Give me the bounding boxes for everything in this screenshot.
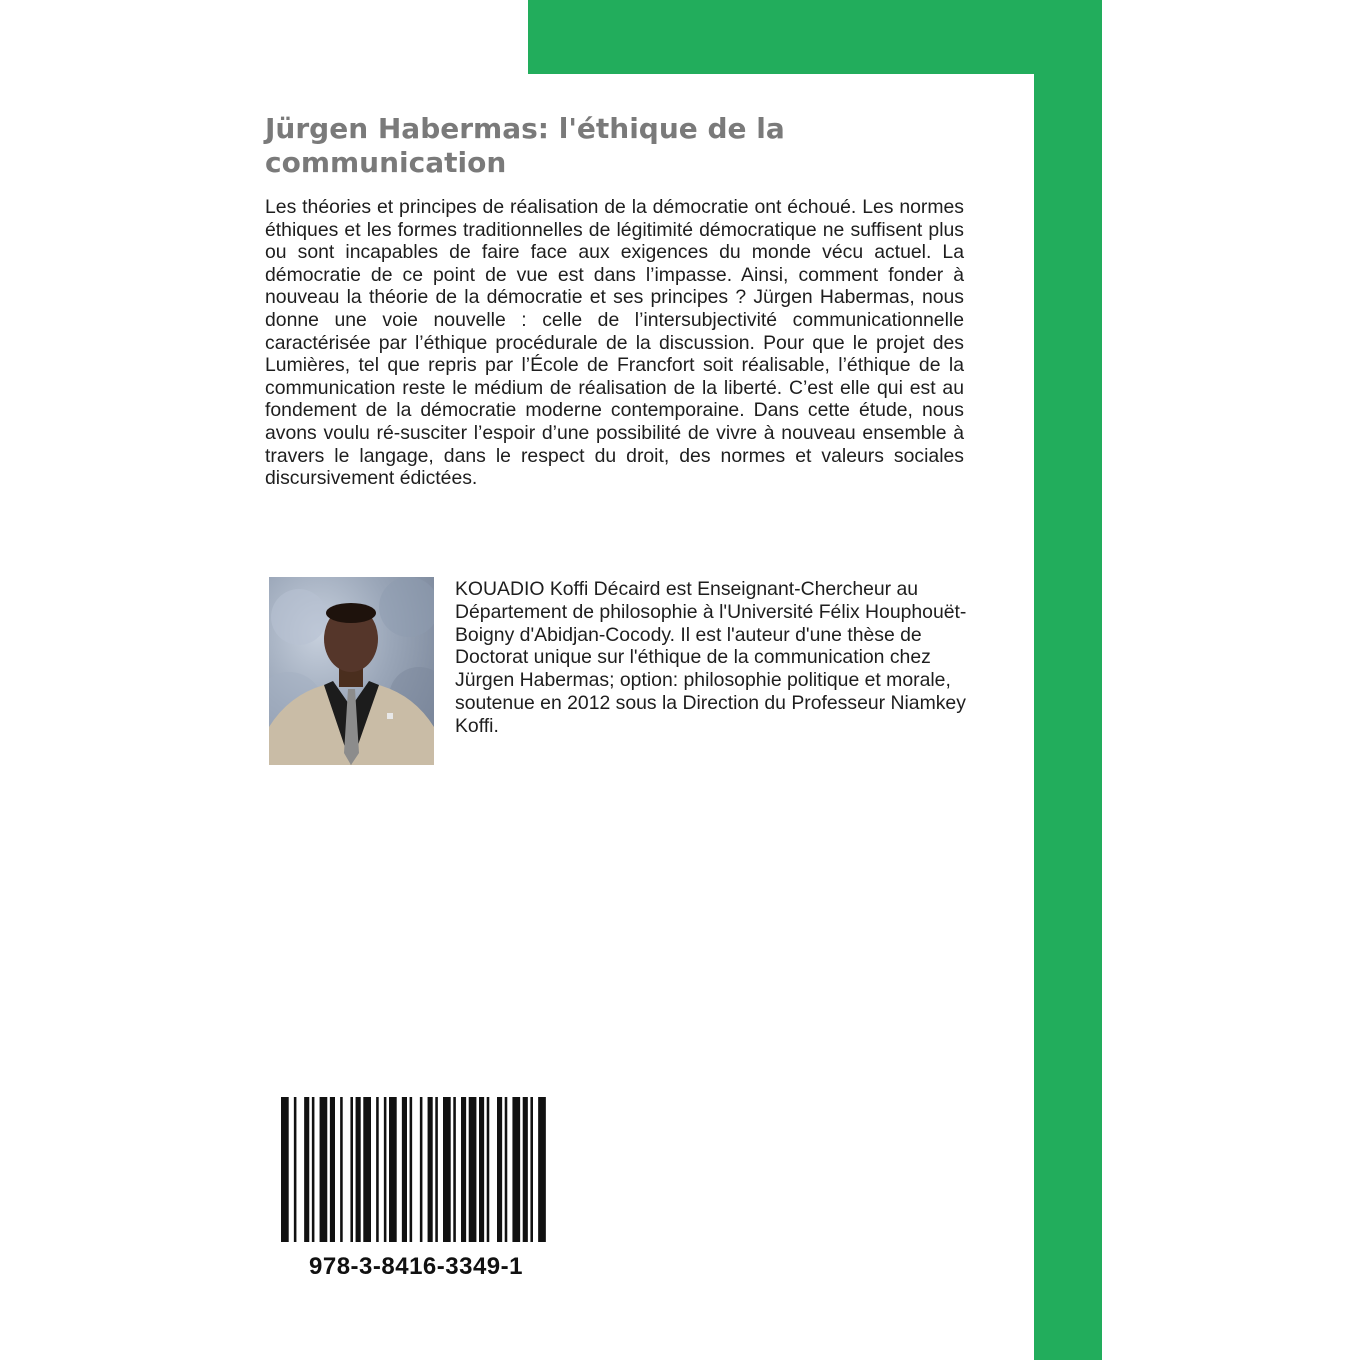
barcode-bar xyxy=(340,1097,343,1242)
book-summary: Les théories et principes de réalisation de la démocratie ont échoué. Les normes éthiques et les formes traditionnelles de légitimité démocratique ne suffisent plus ou sont incapables de faire face aux exigences du monde vécu actuel. La démocratie de ce point de vue est dans l’impasse. Ainsi, comment fonder à nouveau la théorie de la démocratie et ses principes ? Jürgen Habermas, nous donne une voie nouvelle : celle de l’intersubjectivité communicationnelle caractérisée par l’éthique procédurale de la discussion. Pour que le projet des Lumières, tel que repris par l’École de Francfort soit réalisable, l’éthique de la communication reste le médium de réalisation de la liberté. C’est elle qui est au fondement de la démocratie moderne contemporaine. Dans cette étude, nous avons voulu ré-susciter l’espoir d’une possibilité de vivre à nouveau ensemble à travers le langage, dans le respect du droit, des normes et valeurs sociales discursivement édictées. xyxy=(265,196,964,490)
barcode-bar xyxy=(453,1097,456,1242)
barcode-bar xyxy=(281,1097,289,1242)
barcode-bar xyxy=(512,1097,520,1242)
barcode-bar xyxy=(443,1097,451,1242)
author-photo xyxy=(269,577,434,765)
barcode-bar xyxy=(363,1097,371,1242)
barcode-bar xyxy=(294,1097,297,1242)
barcode-bar xyxy=(479,1097,484,1242)
author-bio: KOUADIO Koffi Décaird est Enseignant-Chercheur au Département de philosophie à l'Université Félix Houphouët-Boigny d'Abidjan-Cocody. Il est l'auteur d'une thèse de Doctorat unique sur l'éthique de la communication chez Jürgen Habermas; option: philosophie politique et morale, soutenue en 2012 sous la Direction du Professeur Niamkey Koffi. xyxy=(455,578,967,737)
barcode-bar xyxy=(530,1097,533,1242)
barcode-bar xyxy=(435,1097,438,1242)
barcode-bar xyxy=(320,1097,328,1242)
barcode-bar xyxy=(304,1097,309,1242)
barcode-bar xyxy=(497,1097,502,1242)
barcode-bar xyxy=(469,1097,477,1242)
barcode-bar xyxy=(428,1097,433,1242)
book-title: Jürgen Habermas: l'éthique de la communication xyxy=(265,112,785,179)
barcode-bar xyxy=(538,1097,546,1242)
barcode-bar xyxy=(523,1097,528,1242)
barcode-bar xyxy=(420,1097,423,1242)
barcode-bar xyxy=(461,1097,466,1242)
isbn-barcode xyxy=(281,1097,551,1242)
barcode-bar xyxy=(389,1097,397,1242)
barcode-bar xyxy=(505,1097,508,1242)
barcode-bar xyxy=(350,1097,353,1242)
barcode-bar xyxy=(410,1097,413,1242)
isbn-number: 978-3-8416-3349-1 xyxy=(309,1253,523,1280)
barcode-bar xyxy=(487,1097,490,1242)
barcode-bar xyxy=(376,1097,379,1242)
barcode-bar xyxy=(330,1097,335,1242)
green-top-band xyxy=(528,0,1102,74)
green-side-band xyxy=(1034,0,1102,1360)
barcode-bar xyxy=(402,1097,407,1242)
barcode-bar xyxy=(356,1097,361,1242)
barcode-bar xyxy=(384,1097,387,1242)
barcode-bar xyxy=(312,1097,315,1242)
